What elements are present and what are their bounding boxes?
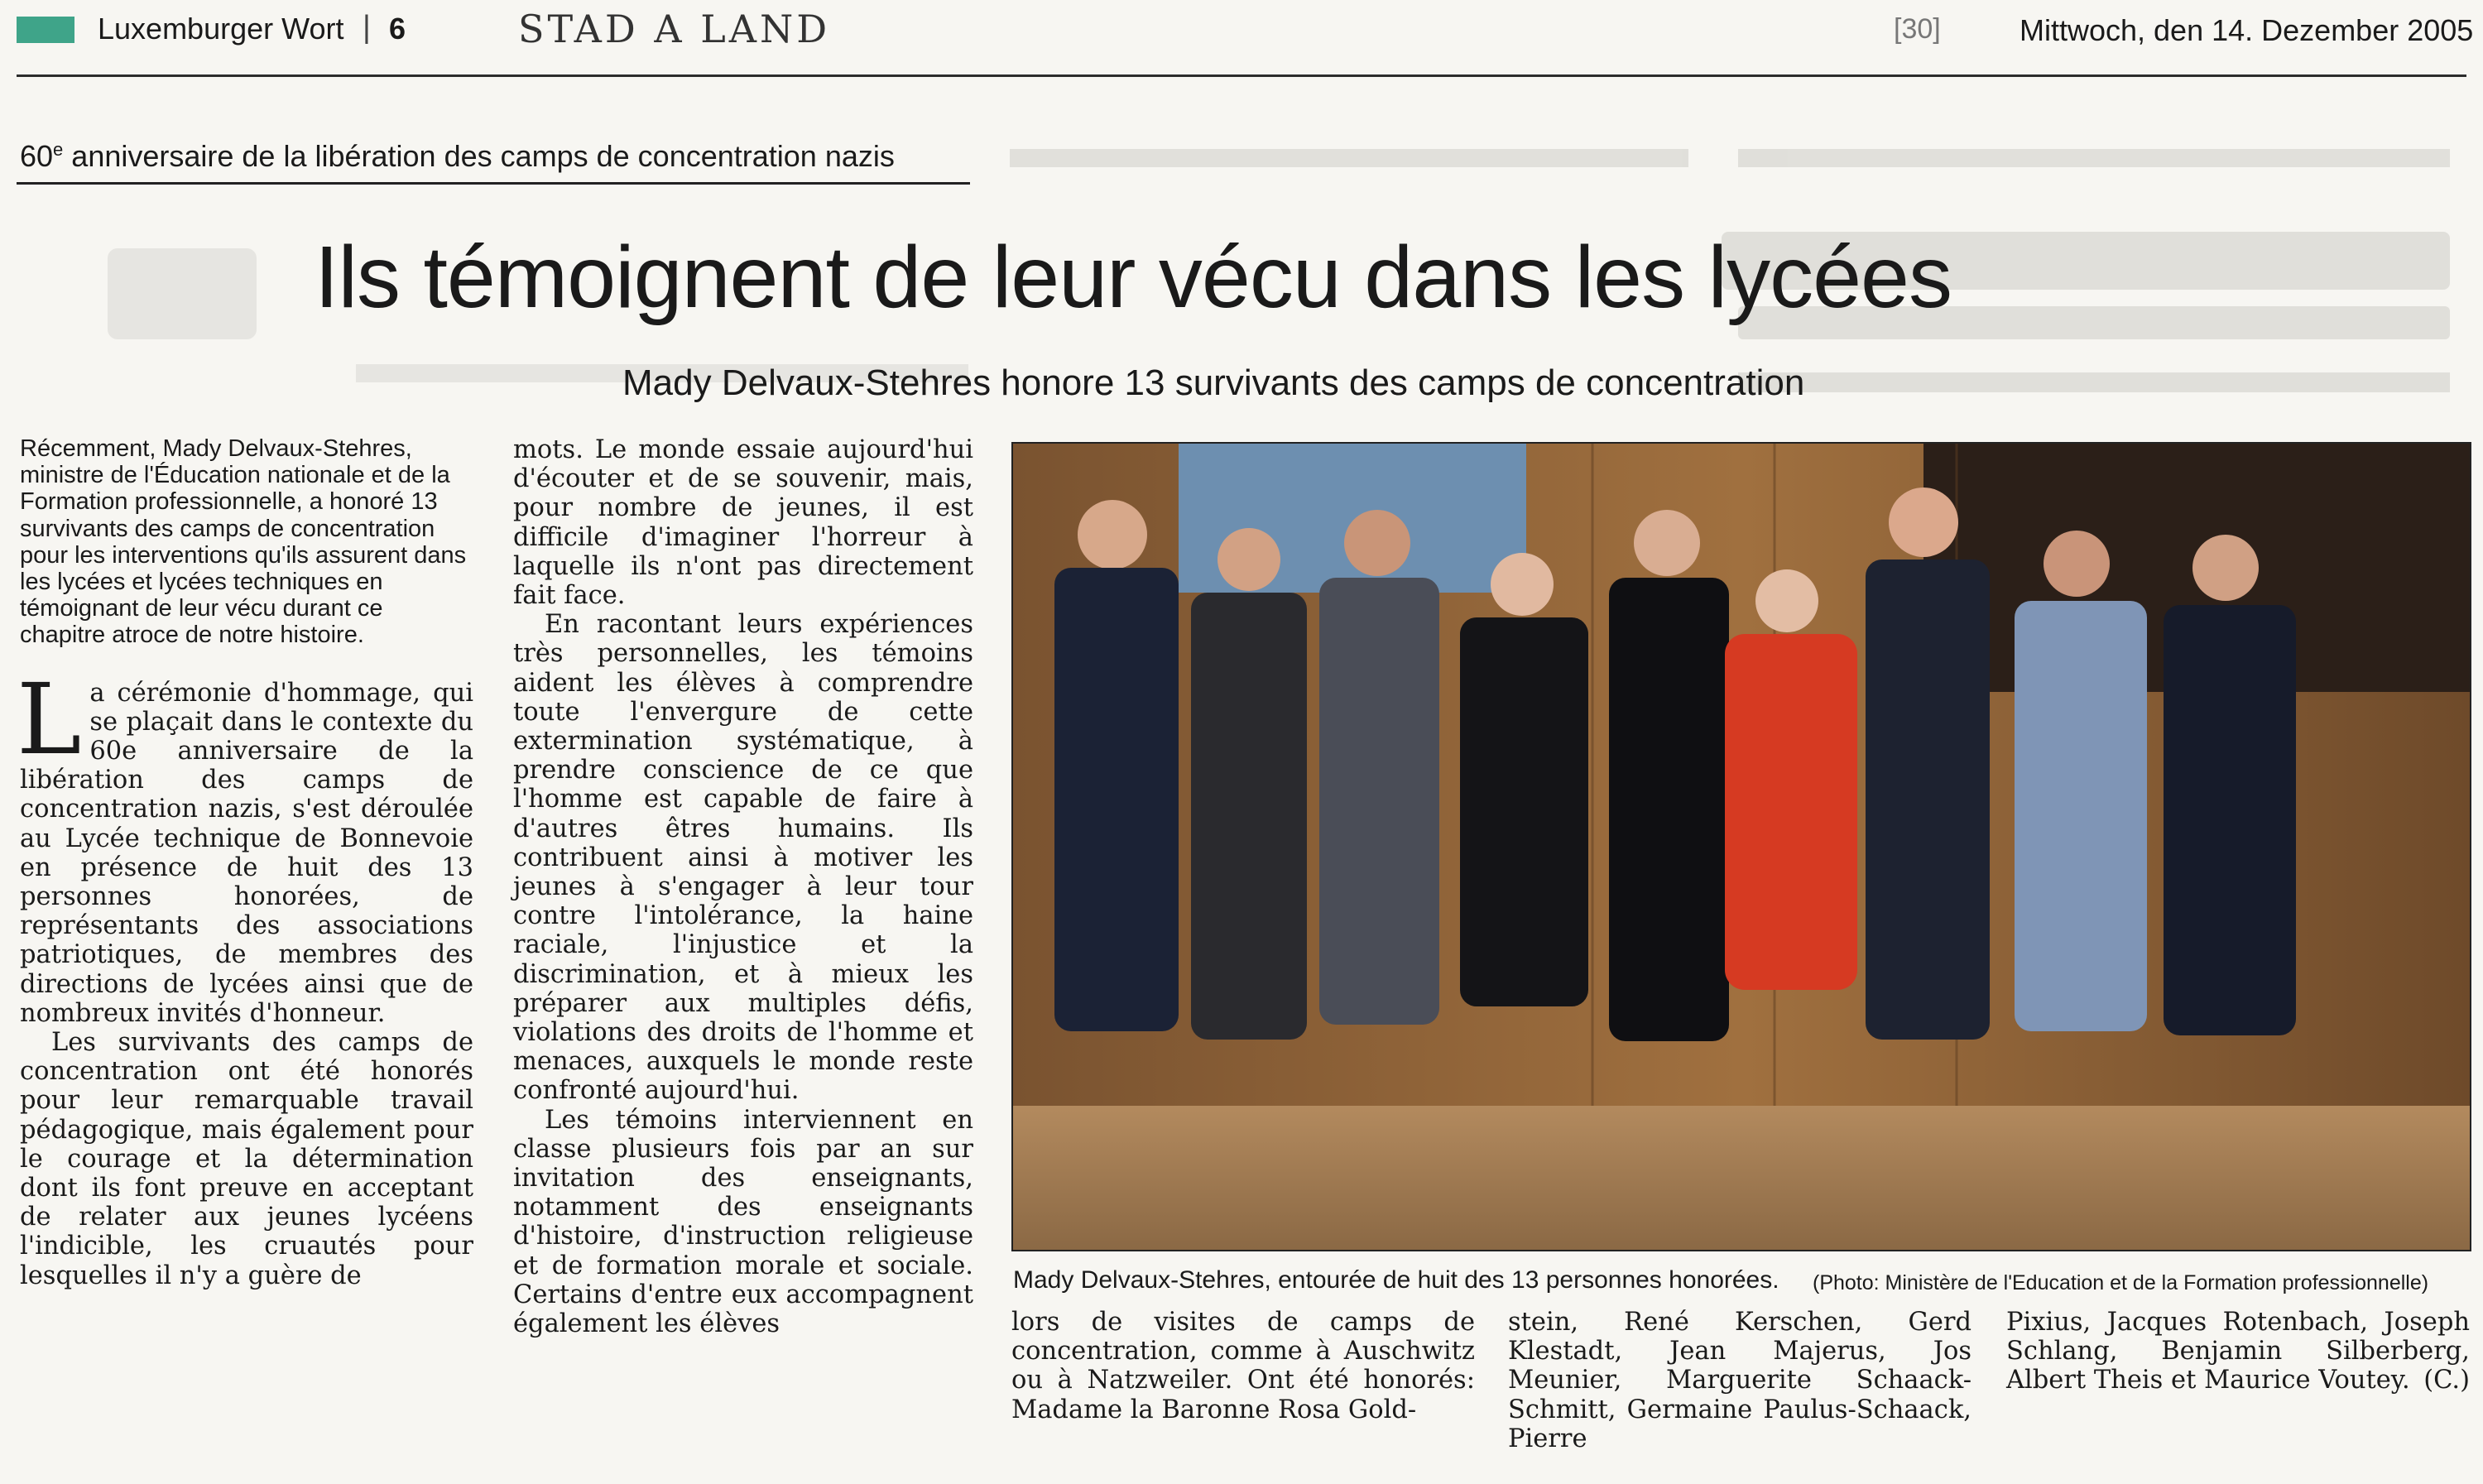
- article-subheadline: Mady Delvaux-Stehres honore 13 survivants des camps de concentration: [622, 363, 1805, 403]
- header-rule: [17, 74, 2466, 77]
- body-paragraph-1: La cérémonie d'hommage, qui se plaçait dans le contexte du 60e anniversaire de la libération des camps de concentration nazis, s'est déroulée au Lycée technique de Bonnevoie en présence de huit des 13 personnes honorées, de représentants des associations patriotiques, de membres des directions de lycées ainsi que de nombreux invités d'honneur.: [17, 661, 473, 1028]
- column-5: Pixius, Jacques Rotenbach, Joseph Schlang, Benjamin Silberberg, Albert Theis et Maurice Voutey. (C.): [2006, 1308, 2470, 1395]
- column-2: [513, 435, 973, 1338]
- page-header: [0, 0, 2483, 83]
- issue-page-number: [30]: [1894, 13, 1941, 45]
- kicker-superscript: e: [53, 139, 64, 160]
- person-4: [1460, 553, 1588, 1006]
- article-kicker: [20, 139, 895, 174]
- header-separator: |: [363, 10, 371, 45]
- author-signature: (C.): [2423, 1366, 2470, 1395]
- brand-mark: [17, 17, 74, 43]
- kicker-text: anniversaire de la libération des camps de concentration nazis: [63, 139, 895, 173]
- person-3: [1319, 510, 1439, 1025]
- group-photo: [1011, 442, 2471, 1251]
- person-1: [1054, 500, 1179, 1031]
- issue-date: Mittwoch, den 14. Dezember 2005: [2020, 13, 2474, 47]
- person-9: [2164, 535, 2296, 1035]
- publication-name: Luxemburger Wort: [98, 12, 344, 46]
- photo-credit: (Photo: Ministère de l'Education et de la Formation professionnelle): [1813, 1271, 2429, 1294]
- person-7: [1866, 487, 1990, 1040]
- person-5: [1609, 510, 1729, 1041]
- body-paragraph-4: En racontant leurs expériences très personnelles, les témoins aident les élèves à comprendre toute l'envergure de cette extermination systématique, à prendre conscience de ce que l'homme est capable de faire à d'autres êtres humains. Ils contribuent ainsi à motiver les jeunes à s'engager à leur tour contre l'intolérance, la haine raciale, l'injustice et la discrimination, et à mieux les préparer aux multiples défis, violations des droits de l'homme et menaces, auxquels le monde reste confronté aujourd'hui.: [513, 610, 973, 1106]
- photo-caption: Mady Delvaux-Stehres, entourée de huit des 13 personnes honorées.: [1013, 1266, 1779, 1294]
- lead-paragraph: Récemment, Mady Delvaux-Stehres, ministre de l'Éducation nationale et de la Formation professionnelle, a honoré 13 survivants des camps de concentration pour les interventions qu'ils assurent dans les lycées et lycées techniques en témoignant de leur vécu durant ce chapitre atroce de notre histoire.: [20, 435, 467, 649]
- kicker-rule: [17, 182, 970, 185]
- person-8: [2015, 531, 2147, 1031]
- kicker-number: 60: [20, 139, 54, 173]
- section-title: STAD A LAND: [518, 7, 831, 51]
- article-headline: Ils témoignent de leur vécu dans les lycées: [315, 228, 1952, 326]
- photo-illustration: [1013, 444, 2471, 1251]
- column-3: lors de visites de camps de concentration, comme à Auschwitz ou à Natzweiler. Ont été honorés: Madame la Baronne Rosa Gold-: [1011, 1308, 1475, 1424]
- body-paragraph-3: mots. Le monde essaie aujourd'hui d'écouter et de se souvenir, mais, pour nombre de jeunes, il est difficile d'imaginer l'horreur à laquelle ils n'ont pas directement fait face.: [513, 435, 973, 611]
- body-paragraph-2: Les survivants des camps de concentration ont été honorés pour leur remarquable travail pédagogique, mais également pour le courage et la détermination dont ils font preuve en acceptant de relater aux jeunes lycéens l'indicible, les cruautés pour lesquelles il n'y a guère de: [20, 1028, 473, 1290]
- column-4: stein, René Kerschen, Gerd Klestadt, Jean Majerus, Jos Meunier, Marguerite Schaack-Schmitt, Germaine Paulus-Schaack, Pierre: [1508, 1308, 1972, 1453]
- page-number: 6: [389, 12, 406, 46]
- column-1: [17, 435, 473, 1290]
- drop-cap: L: [17, 661, 82, 776]
- person-2: [1191, 528, 1307, 1040]
- body-paragraph-5: Les témoins interviennent en classe plusieurs fois par an sur invitation des enseignants, notamment des enseignants d'histoire, d'instruction religieuse et de formation morale et sociale. Certains d'entre eux accompagnent également les élèves: [513, 1105, 973, 1339]
